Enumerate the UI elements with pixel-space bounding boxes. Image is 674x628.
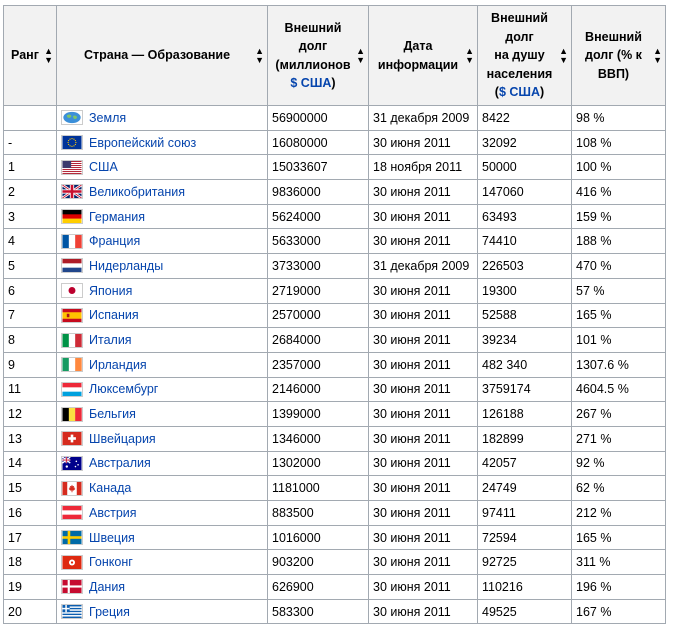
cell-per-capita: 24749 (478, 476, 572, 501)
cell-debt: 15033607 (268, 155, 369, 180)
country-link[interactable]: Япония (89, 283, 133, 298)
cell-rank: 15 (4, 476, 57, 501)
table-row (4, 278, 666, 303)
cell-country (57, 525, 268, 550)
cell-country (57, 303, 268, 328)
country-link[interactable]: Швеция (89, 530, 135, 545)
cell-gdp: 165 % (572, 303, 666, 328)
cell-rank: 6 (4, 278, 57, 303)
country-link[interactable]: Греция (89, 604, 130, 619)
cell-date: 30 июня 2011 (369, 229, 478, 254)
cell-gdp: 311 % (572, 550, 666, 575)
cell-debt: 883500 (268, 501, 369, 526)
cell-gdp: 1307.6 % (572, 352, 666, 377)
cell-gdp: 212 % (572, 501, 666, 526)
flag-icon (61, 407, 89, 422)
cell-country (57, 402, 268, 427)
cell-debt: 5633000 (268, 229, 369, 254)
cell-gdp: 4604.5 % (572, 377, 666, 402)
country-link[interactable]: Австралия (89, 456, 151, 471)
cell-date: 30 июня 2011 (369, 180, 478, 205)
cell-per-capita: 63493 (478, 204, 572, 229)
cell-rank (4, 106, 57, 131)
cell-gdp: 62 % (572, 476, 666, 501)
cell-per-capita: 110216 (478, 575, 572, 600)
cell-date: 30 июня 2011 (369, 352, 478, 377)
table-row (4, 575, 666, 600)
cell-debt: 1346000 (268, 426, 369, 451)
flag-icon (61, 555, 89, 570)
col-header-per-capita[interactable]: Внешний долг на душу населения ($ США) ▲ ▼ (478, 6, 572, 106)
cell-per-capita: 49525 (478, 599, 572, 624)
sort-icon[interactable]: ▲ ▼ (559, 45, 568, 65)
cell-debt: 583300 (268, 599, 369, 624)
flag-icon (61, 604, 89, 619)
cell-gdp: 271 % (572, 426, 666, 451)
cell-country (57, 476, 268, 501)
sort-icon[interactable]: ▲ ▼ (653, 45, 662, 65)
cell-debt: 3733000 (268, 254, 369, 279)
cell-rank: 3 (4, 204, 57, 229)
cell-per-capita: 97411 (478, 501, 572, 526)
flag-icon (61, 258, 89, 273)
cell-country (57, 254, 268, 279)
cell-date: 30 июня 2011 (369, 426, 478, 451)
country-link[interactable]: Великобритания (89, 184, 185, 199)
cell-debt: 16080000 (268, 130, 369, 155)
sort-icon[interactable]: ▲ ▼ (255, 45, 264, 65)
cell-gdp: 159 % (572, 204, 666, 229)
table-row (4, 377, 666, 402)
cell-date: 30 июня 2011 (369, 303, 478, 328)
flag-icon (61, 184, 89, 199)
table-row (4, 254, 666, 279)
flag-icon (61, 283, 89, 298)
country-link[interactable]: Италия (89, 333, 132, 348)
cell-rank: 20 (4, 599, 57, 624)
col-header-debt[interactable]: Внешний долг (миллионов $ США) ▲ ▼ (268, 6, 369, 106)
cell-gdp: 92 % (572, 451, 666, 476)
cell-date: 30 июня 2011 (369, 278, 478, 303)
col-header-rank[interactable]: Ранг ▲ ▼ (4, 6, 57, 106)
country-link[interactable]: Ирландия (89, 357, 147, 372)
cell-debt: 2684000 (268, 328, 369, 353)
cell-date: 30 июня 2011 (369, 130, 478, 155)
cell-date: 30 июня 2011 (369, 476, 478, 501)
cell-country (57, 550, 268, 575)
table-row (4, 451, 666, 476)
cell-per-capita: 126188 (478, 402, 572, 427)
flag-icon (61, 530, 89, 545)
country-link[interactable]: Европейский союз (89, 135, 197, 150)
cell-country (57, 278, 268, 303)
table-row (4, 229, 666, 254)
cell-gdp: 100 % (572, 155, 666, 180)
cell-debt: 626900 (268, 575, 369, 600)
cell-country (57, 328, 268, 353)
cell-debt: 903200 (268, 550, 369, 575)
cell-rank: 11 (4, 377, 57, 402)
cell-date: 30 июня 2011 (369, 402, 478, 427)
cell-date: 30 июня 2011 (369, 550, 478, 575)
cell-rank: 5 (4, 254, 57, 279)
cell-per-capita: 92725 (478, 550, 572, 575)
cell-date: 30 июня 2011 (369, 377, 478, 402)
cell-rank: 12 (4, 402, 57, 427)
country-link[interactable]: Канада (89, 481, 132, 496)
sort-icon[interactable]: ▲ ▼ (356, 45, 365, 65)
cell-rank: 13 (4, 426, 57, 451)
col-header-date[interactable]: Дата информации ▲ ▼ (369, 6, 478, 106)
cell-country (57, 352, 268, 377)
sort-icon[interactable]: ▲ ▼ (44, 45, 53, 65)
country-link[interactable]: Земля (89, 110, 127, 125)
country-link[interactable]: Люксембург (89, 382, 159, 397)
cell-date: 31 декабря 2009 (369, 254, 478, 279)
cell-rank: 7 (4, 303, 57, 328)
flag-icon (61, 505, 89, 520)
cell-gdp: 98 % (572, 106, 666, 131)
cell-country (57, 426, 268, 451)
flag-icon (61, 160, 89, 175)
table-row (4, 328, 666, 353)
cell-debt: 9836000 (268, 180, 369, 205)
col-header-gdp[interactable]: Внешний долг (% к ВВП) ▲ ▼ (572, 6, 666, 106)
cell-rank: 8 (4, 328, 57, 353)
external-debt-table (3, 5, 666, 624)
country-link[interactable]: Австрия (89, 505, 137, 520)
cell-date: 31 декабря 2009 (369, 106, 478, 131)
table-row (4, 106, 666, 131)
cell-country (57, 180, 268, 205)
cell-country (57, 575, 268, 600)
cell-rank: 14 (4, 451, 57, 476)
country-link[interactable]: Германия (89, 209, 146, 224)
cell-per-capita: 72594 (478, 525, 572, 550)
cell-debt: 2146000 (268, 377, 369, 402)
flag-icon (61, 209, 89, 224)
country-link[interactable]: Испания (89, 308, 139, 323)
cell-per-capita: 74410 (478, 229, 572, 254)
country-link[interactable]: Швейцария (89, 431, 156, 446)
cell-per-capita: 42057 (478, 451, 572, 476)
cell-date: 30 июня 2011 (369, 204, 478, 229)
cell-rank: 1 (4, 155, 57, 180)
cell-debt: 1016000 (268, 525, 369, 550)
country-link[interactable]: Дания (89, 579, 126, 594)
country-link[interactable]: Нидерланды (89, 258, 164, 273)
flag-icon (61, 110, 89, 125)
table-row (4, 204, 666, 229)
cell-date: 18 ноября 2011 (369, 155, 478, 180)
table-row (4, 501, 666, 526)
cell-per-capita: 147060 (478, 180, 572, 205)
table-row (4, 599, 666, 624)
cell-gdp: 57 % (572, 278, 666, 303)
col-header-country[interactable]: Страна — Образование ▲ ▼ (57, 6, 268, 106)
cell-per-capita: 19300 (478, 278, 572, 303)
cell-per-capita: 32092 (478, 130, 572, 155)
cell-rank: 2 (4, 180, 57, 205)
cell-debt: 1181000 (268, 476, 369, 501)
cell-gdp: 167 % (572, 599, 666, 624)
country-link[interactable]: Бельгия (89, 407, 136, 422)
table-row (4, 525, 666, 550)
cell-debt: 5624000 (268, 204, 369, 229)
table-row (4, 155, 666, 180)
flag-icon (61, 382, 89, 397)
flag-icon (61, 234, 89, 249)
flag-icon (61, 481, 89, 496)
cell-rank: 19 (4, 575, 57, 600)
cell-country (57, 204, 268, 229)
table-row (4, 402, 666, 427)
country-link[interactable]: США (89, 160, 118, 175)
cell-gdp: 108 % (572, 130, 666, 155)
cell-country (57, 451, 268, 476)
flag-icon (61, 456, 89, 471)
cell-gdp: 101 % (572, 328, 666, 353)
cell-gdp: 165 % (572, 525, 666, 550)
cell-gdp: 267 % (572, 402, 666, 427)
cell-gdp: 416 % (572, 180, 666, 205)
cell-debt: 1302000 (268, 451, 369, 476)
flag-icon (61, 357, 89, 372)
flag-icon (61, 308, 89, 323)
cell-debt: 2719000 (268, 278, 369, 303)
country-link[interactable]: Гонконг (89, 555, 133, 570)
cell-date: 30 июня 2011 (369, 501, 478, 526)
cell-country (57, 377, 268, 402)
cell-per-capita: 3759174 (478, 377, 572, 402)
cell-debt: 2357000 (268, 352, 369, 377)
cell-country (57, 501, 268, 526)
cell-date: 30 июня 2011 (369, 575, 478, 600)
table-row (4, 303, 666, 328)
table-header-row (4, 6, 666, 106)
cell-gdp: 470 % (572, 254, 666, 279)
cell-gdp: 196 % (572, 575, 666, 600)
cell-per-capita: 52588 (478, 303, 572, 328)
flag-icon (61, 333, 89, 348)
cell-country (57, 155, 268, 180)
cell-debt: 56900000 (268, 106, 369, 131)
country-link[interactable]: Франция (89, 234, 141, 249)
cell-date: 30 июня 2011 (369, 599, 478, 624)
cell-per-capita: 8422 (478, 106, 572, 131)
cell-country (57, 229, 268, 254)
cell-rank: 18 (4, 550, 57, 575)
table-row (4, 180, 666, 205)
cell-rank: 16 (4, 501, 57, 526)
cell-debt: 1399000 (268, 402, 369, 427)
cell-per-capita: 182899 (478, 426, 572, 451)
sort-icon[interactable]: ▲ ▼ (465, 45, 474, 65)
flag-icon (61, 431, 89, 446)
table-row (4, 476, 666, 501)
table-row (4, 130, 666, 155)
table-row (4, 550, 666, 575)
cell-gdp: 188 % (572, 229, 666, 254)
cell-per-capita: 226503 (478, 254, 572, 279)
cell-rank: 9 (4, 352, 57, 377)
table-row (4, 426, 666, 451)
cell-per-capita: 50000 (478, 155, 572, 180)
cell-date: 30 июня 2011 (369, 525, 478, 550)
cell-rank: 4 (4, 229, 57, 254)
cell-country (57, 130, 268, 155)
cell-country (57, 106, 268, 131)
cell-per-capita: 482 340 (478, 352, 572, 377)
cell-date: 30 июня 2011 (369, 328, 478, 353)
cell-date: 30 июня 2011 (369, 451, 478, 476)
cell-country (57, 599, 268, 624)
flag-icon (61, 135, 89, 150)
cell-rank: - (4, 130, 57, 155)
flag-icon (61, 579, 89, 594)
cell-per-capita: 39234 (478, 328, 572, 353)
table-row (4, 352, 666, 377)
cell-rank: 17 (4, 525, 57, 550)
cell-debt: 2570000 (268, 303, 369, 328)
